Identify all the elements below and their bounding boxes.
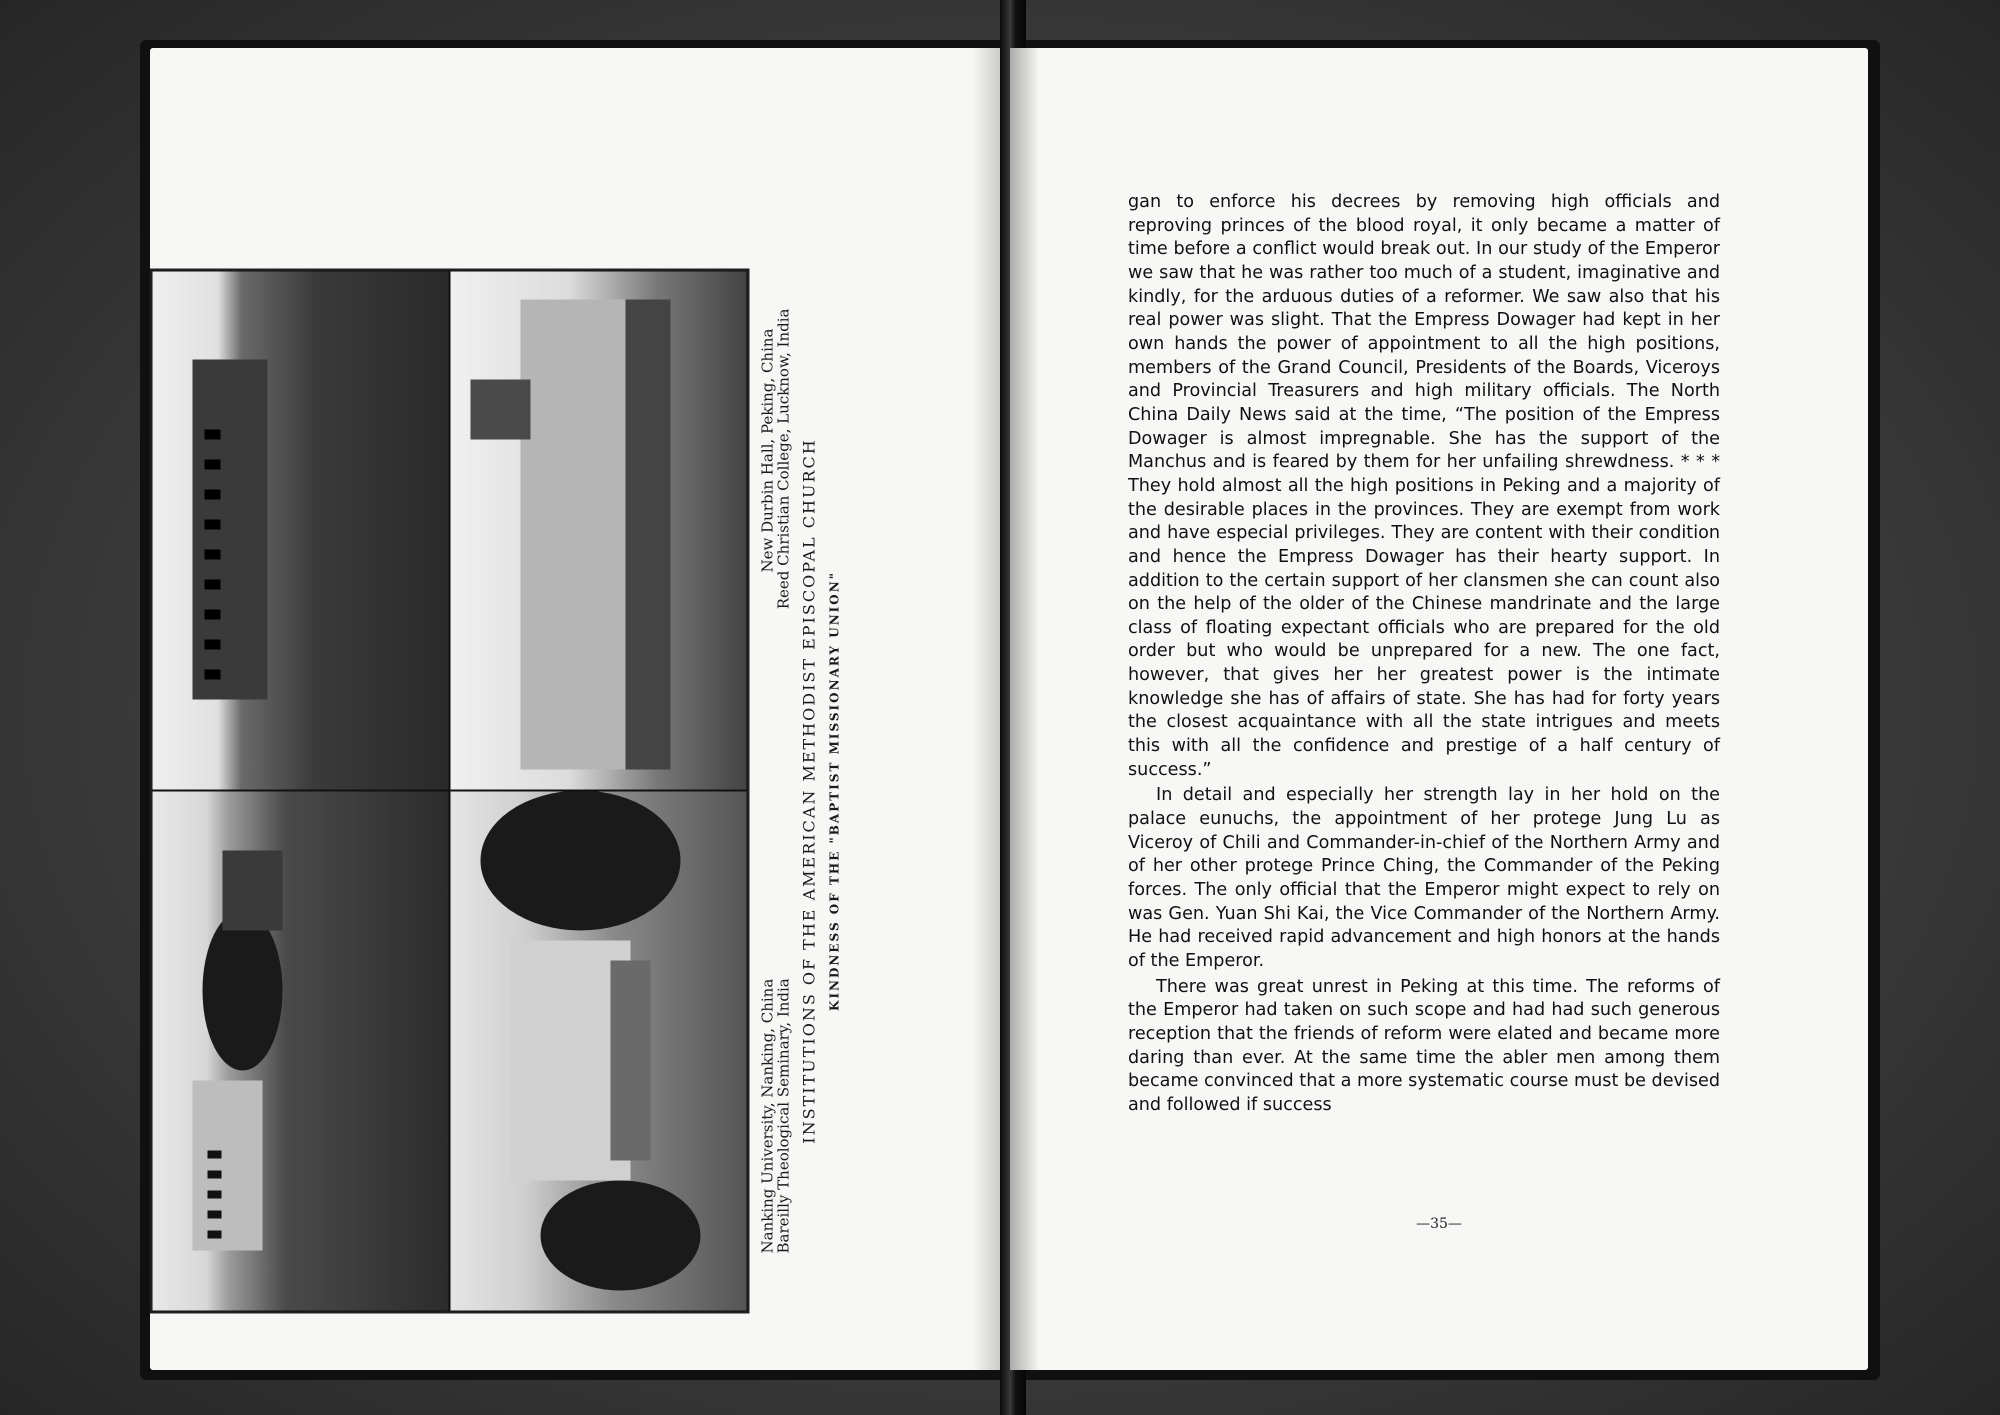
photo-plate (150, 269, 860, 1314)
right-page (1010, 48, 1868, 1370)
building-shape (223, 851, 283, 931)
window-shape (205, 670, 221, 680)
window-shape (208, 1191, 222, 1199)
window-shape (205, 460, 221, 470)
window-shape (205, 640, 221, 650)
caption-bareilly: Bareilly Theological Seminary, India (774, 978, 793, 1254)
window-shape (208, 1211, 222, 1219)
page-number: —35— (1416, 1216, 1462, 1232)
paragraph-2: In detail and especially her strength lay in her hold on the palace eunuchs, the appointment of her protege Jung Lu as Viceroy of Chili and Commander-in-chief of the Northern Army and of her other protege Prince Ching, the Commander of the Peking forces. The only official that the Emperor might expect to rely on was Gen. Yuan Shi Kai, the Vice Commander of the Northern Army. He had received rapid advancement and high honors at the hands of the Emperor. (1128, 785, 1720, 971)
photo-grid (150, 269, 750, 1314)
body-text (1128, 191, 1720, 1118)
tree-shape (541, 1181, 701, 1291)
plate-captions (756, 269, 860, 1314)
gutter-shadow-right (1010, 48, 1040, 1370)
window-shape (205, 550, 221, 560)
building-shape (193, 1081, 263, 1251)
window-shape (205, 490, 221, 500)
plate-credit: KINDNESS OF THE "BAPTIST MISSIONARY UNION" (827, 571, 842, 1011)
left-page (150, 48, 1012, 1370)
photo-new-durbin-hall (152, 271, 450, 792)
tower-shape (471, 380, 531, 440)
caption-nanking: Nanking University, Nanking, China (758, 978, 777, 1254)
tree-shape (203, 911, 283, 1071)
photo-reed-christian-college (450, 271, 748, 792)
photo-bareilly-seminary (450, 791, 748, 1312)
paragraph-3: There was great unrest in Peking at this time. The reforms of the Emperor had taken on such scope and had had such generous reception that the friends of reform were elated and became more daring than ever. At the same time the abler men among them became convinced that a more systematic course must be devised and followed if success (1128, 976, 1720, 1115)
building-shape (626, 300, 671, 770)
window-shape (205, 430, 221, 440)
window-shape (205, 520, 221, 530)
building-shape (611, 961, 651, 1161)
window-shape (205, 580, 221, 590)
window-shape (208, 1151, 222, 1159)
plate-title: INSTITUTIONS OF THE AMERICAN METHODIST EPISCOPAL CHURCH (799, 438, 819, 1144)
window-shape (208, 1231, 222, 1239)
window-shape (208, 1171, 222, 1179)
paragraph-1: gan to enforce his decrees by removing high officials and reproving princes of the blood royal, it only became a matter of time before a conflict would break out. In our study of the Emperor we saw that he was rather too much of a student, imaginative and kindly, for the arduous duties of a reformer. We saw also that his real power was slight. That the Empress Dowager had kept in her own hands the power of appointment to all the high positions, members of the Grand Council, Presidents of the Boards, Viceroys and Provincial Treasurers and high military officials. The North China Daily News said at the time, “The position of the Empress Dowager is almost impregnable. She has the support of the Manchus and is feared by them for her unfailing shrewdness. * * * They hold almost all the high positions in Peking and a majority of the desirable places in the provinces. They are exempt from work and have especial privileges. They are content with their condition and hence the Empress Dowager has their hearty support. In addition to the certain support of her clansmen she can count also on the help of the older of the Chinese mandrinate and the large class of floating expectant officials who are prepared for the old order but who would be unprepared for a new. The one fact, however, that gives her her greatest power is the intimate knowledge she has of affairs of state. She has had for forty years the closest acquaintance with all the state intrigues and meets this with all the confidence and prestige of a half century of success.” (1128, 192, 1720, 780)
photo-nanking-university (152, 791, 450, 1312)
tree-shape (481, 791, 681, 931)
caption-reed-college: Reed Christian College, Lucknow, India (774, 308, 793, 610)
window-shape (205, 610, 221, 620)
caption-durbin-hall: New Durbin Hall, Peking, China (758, 328, 777, 573)
